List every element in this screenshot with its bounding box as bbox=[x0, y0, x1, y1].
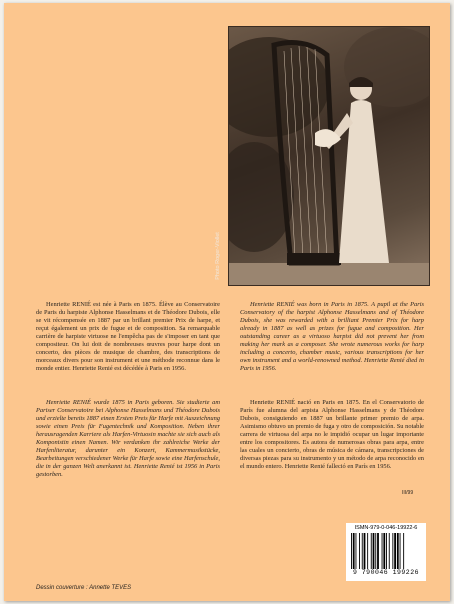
barcode-number: 9 790046 199226 bbox=[352, 569, 419, 576]
barcode-bar bbox=[362, 533, 363, 569]
barcode-bar bbox=[382, 533, 383, 569]
barcode-bar bbox=[397, 533, 399, 569]
paragraph-spanish: Henriette RENIÉ nació en Paris en 1875. En el Conservatorio de París fue alumna del arpista Alphonse Hasselmans y de Théodore Dubois, consiguiendo en 1887 un brillante primer premio de arpa. Asimismo obtuvo un premio de fuga y otro de composición. Su notable carrera de virtuosa del arpa no le impidió ocupar un lugar importante entre los compositores. Es autora de numerosas obras para arpa, entre las cuales un concierto, obras de música de cámara, transcripciones de diversas piezas para su instrumento y un método de arpa reconocido en el mundo entero. Henriette Renié falleció en París en 1956. bbox=[240, 399, 424, 470]
back-cover bbox=[4, 3, 450, 601]
harpist-photo bbox=[228, 26, 430, 286]
barcode-bar bbox=[389, 533, 390, 569]
barcode-bar bbox=[364, 533, 366, 569]
barcode-bar bbox=[359, 533, 360, 569]
barcode-bar bbox=[400, 533, 401, 569]
print-code: III/99 bbox=[402, 490, 414, 496]
barcode-bars bbox=[350, 533, 422, 569]
isbn-label: ISMN-979-0-046-19922-6 bbox=[354, 525, 418, 531]
design-credit: Dessin couverture : Annette TEVES bbox=[36, 585, 132, 591]
barcode-bar bbox=[383, 533, 385, 569]
barcode-bar bbox=[351, 533, 352, 569]
barcode-bar bbox=[371, 533, 372, 569]
barcode-bar bbox=[386, 533, 387, 569]
photo-credit: Photo Roger-Viollet bbox=[214, 232, 221, 280]
barcode-bar bbox=[394, 533, 396, 569]
paragraph-french: Henriette RENIÉ est née à Paris en 1875. Élève au Conservatoire de Paris du harpiste Alphonse Hasselmans et de Théodore Dubois, elle se vit récompensée en 1887 par un brillant premier Prix de harpe, et reçut également un prix de fugue et de composition. Sa remarquable carrière de harpiste virtuose ne l'empêcha pas de s'imposer en tant que compositeur. On lui doit de nombreuses œuvres pour harpe dont un concerto, des pièces de musique de chambre, des transcriptions de morceaux divers pour son instrument et une méthode reconnue dans le monde entier. Henriette Renié est décédée à Paris en 1956. bbox=[36, 301, 220, 372]
barcode-bar bbox=[367, 533, 368, 569]
barcode bbox=[346, 523, 426, 581]
barcode-bar bbox=[373, 533, 375, 569]
paragraph-english: Henriette RENIÉ was born in Paris in 1875. A pupil at the Paris Conservatory of the harpist Alphonse Hasselmans and of Théodore Dubois, she was rewarded with a brilliant Premier Prix for harp already in 1887 as well as prizes for fugue and composition. Her outstanding career as a virtuoso harpist did not prevent her from making her mark as a composer. She wrote numerous works for harp including a concerto, chamber music, various transcriptions for her own instrument and a world-renowned method. Henriette Renié died in Paris in 1956. bbox=[240, 301, 424, 372]
barcode-bar bbox=[375, 533, 376, 569]
barcode-bar bbox=[392, 533, 393, 569]
barcode-bar bbox=[356, 533, 357, 569]
barcode-bar bbox=[403, 533, 404, 569]
harpist-photo-illustration bbox=[229, 27, 429, 285]
barcode-bar bbox=[353, 533, 355, 569]
barcode-bar bbox=[377, 533, 379, 569]
paragraph-german: Henriette RENIÉ wurde 1875 in Paris geboren. Sie studierte am Pariser Conservatoire bei Alphonse Hasselmans und Théodore Dubois und erzielte bereits 1887 einen Ersten Preis für Harfe mit Auszeichnung sowie einen Preis für Fugentechnik und Komposition. Neben ihrer herausragenden Karriere als Harfen-Virtuosin machte sie sich auch als Komponistin einen Namen. Wir verdanken ihr zahlreiche Werke der Harfenliteratur, darunter ein Konzert, Kammermusikstücke, Bearbeitungen verschiedener Werke für Harfe sowie eine Harfenschule, die in der ganzen Welt anerkannt ist. Henriette Renié ist 1956 in Paris gestorben. bbox=[36, 399, 221, 478]
